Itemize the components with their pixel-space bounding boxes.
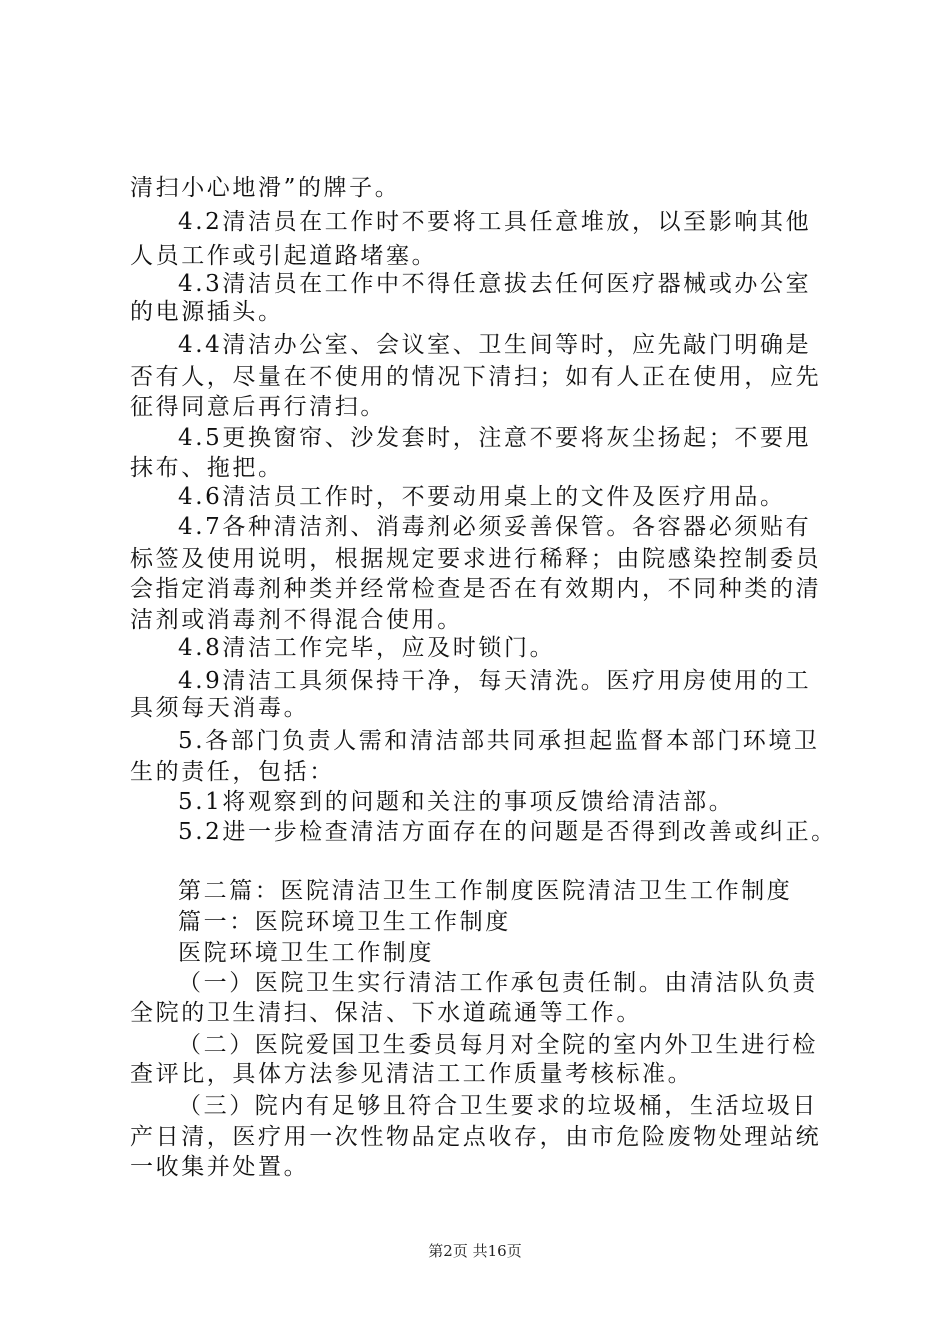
text-line: 清扫小心地滑”的牌子。 xyxy=(130,175,401,201)
text-line: 的电源插头。 xyxy=(130,299,284,325)
text-line: 生的责任，包括： xyxy=(130,759,335,785)
section-title: 医院环境卫生工作制度 xyxy=(178,940,434,966)
page-footer: 第2页 共16页 xyxy=(428,1242,522,1260)
text-line: 抹布、拖把。 xyxy=(130,455,284,481)
text-line: 5.各部门负责人需和清洁部共同承担起监督本部门环境卫 xyxy=(178,728,820,754)
text-line: （二）医院爱国卫生委员每月对全院的室内外卫生进行检 xyxy=(178,1032,818,1058)
text-line: （一）医院卫生实行清洁工作承包责任制。由清洁队负责 xyxy=(178,970,818,996)
text-line: 5.1将观察到的问题和关注的事项反馈给清洁部。 xyxy=(178,789,735,815)
section-subheading: 篇一：医院环境卫生工作制度 xyxy=(178,909,511,935)
text-line: 4.8清洁工作完毕，应及时锁门。 xyxy=(178,635,556,661)
text-line: 4.9清洁工具须保持干净，每天清洗。医疗用房使用的工 xyxy=(178,668,812,694)
text-line: 洁剂或消毒剂不得混合使用。 xyxy=(130,607,463,633)
text-line: 具须每天消毒。 xyxy=(130,695,310,721)
text-line: 4.6清洁员工作时，不要动用桌上的文件及医疗用品。 xyxy=(178,484,786,510)
section-heading: 第二篇：医院清洁卫生工作制度医院清洁卫生工作制度 xyxy=(178,878,793,904)
text-line: 全院的卫生清扫、保洁、下水道疏通等工作。 xyxy=(130,1000,642,1026)
text-line: 否有人，尽量在不使用的情况下清扫；如有人正在使用，应先 xyxy=(130,364,822,390)
text-line: 4.5更换窗帘、沙发套时，注意不要将灰尘扬起；不要甩 xyxy=(178,425,812,451)
text-line: 5.2进一步检查清洁方面存在的问题是否得到改善或纠正。 xyxy=(178,819,837,845)
text-line: 4.7各种清洁剂、消毒剂必须妥善保管。各容器必须贴有 xyxy=(178,514,812,540)
text-line: 一收集并处置。 xyxy=(130,1154,310,1180)
text-line: 查评比，具体方法参见清洁工工作质量考核标准。 xyxy=(130,1061,694,1087)
text-line: 人员工作或引起道路堵塞。 xyxy=(130,243,438,269)
text-line: 4.4清洁办公室、会议室、卫生间等时，应先敲门明确是 xyxy=(178,332,812,358)
text-line: （三）院内有足够且符合卫生要求的垃圾桶，生活垃圾日 xyxy=(178,1093,818,1119)
text-line: 征得同意后再行清扫。 xyxy=(130,394,386,420)
text-line: 标签及使用说明，根据规定要求进行稀释；由院感染控制委员 xyxy=(130,546,822,572)
text-line: 会指定消毒剂种类并经常检查是否在有效期内，不同种类的清 xyxy=(130,576,822,602)
text-line: 产日清，医疗用一次性物品定点收存，由市危险废物处理站统 xyxy=(130,1124,822,1150)
text-line: 4.2清洁员在工作时不要将工具任意堆放，以至影响其他 xyxy=(178,209,812,235)
text-line: 4.3清洁员在工作中不得任意拔去任何医疗器械或办公室 xyxy=(178,271,812,297)
